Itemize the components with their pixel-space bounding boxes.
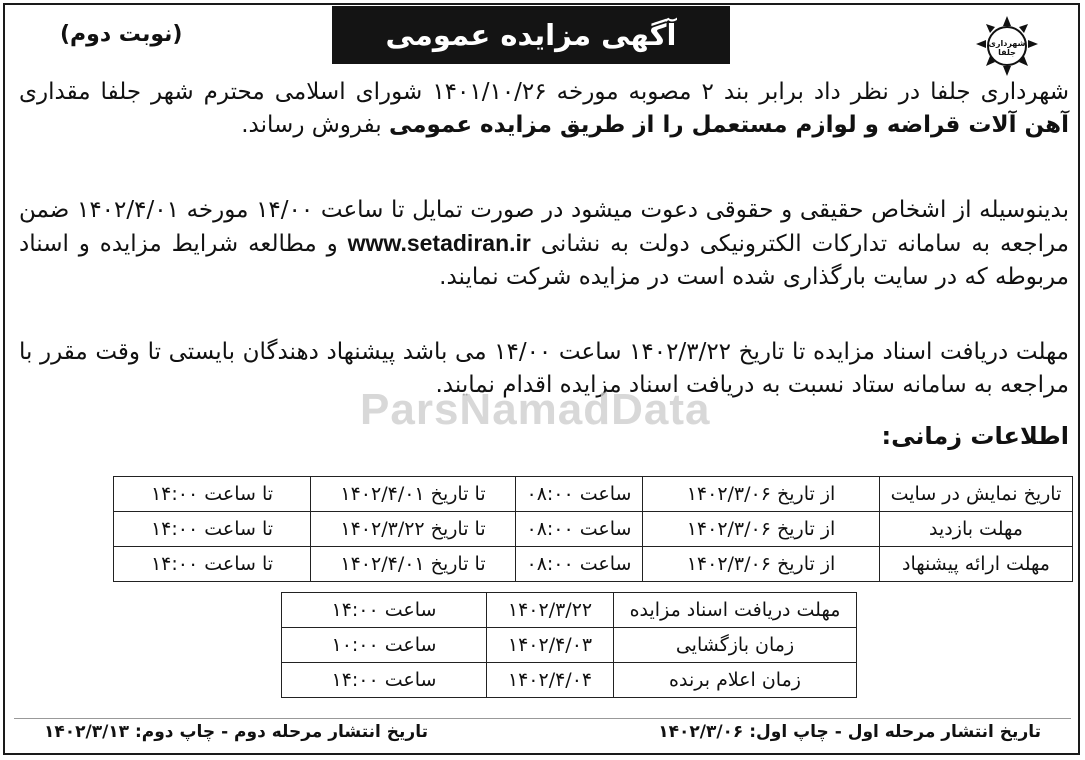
schedule-table — [113, 476, 1073, 582]
to-date: تا تاریخ ۱۴۰۲/۳/۲۲ — [311, 512, 516, 547]
row-label: تاریخ نمایش در سایت — [880, 477, 1073, 512]
deadline-table — [281, 592, 857, 698]
to-time: تا ساعت ۱۴:۰۰ — [114, 512, 311, 547]
to-date: تا تاریخ ۱۴۰۲/۴/۰۱ — [311, 547, 516, 582]
table-row — [114, 512, 1073, 547]
first-print-date: تاریخ انتشار مرحله اول - چاپ اول: ۱۴۰۲/۳/۰۶ — [658, 722, 1041, 742]
footer-divider — [14, 718, 1071, 719]
from-time: ساعت ۰۸:۰۰ — [516, 477, 643, 512]
row-label: مهلت ارائه پیشنهاد — [880, 547, 1073, 582]
from-date: از تاریخ ۱۴۰۲/۳/۰۶ — [643, 547, 880, 582]
deadline-text: مهلت دریافت اسناد مزایده تا تاریخ ۱۴۰۲/۳/۲۲ ساعت ۱۴/۰۰ می باشد پیشنهاد دهندگان بایستی تا وقت مقرر با مراجعه به سامانه ستاد نسبت به دریافت اسناد مزایده اقدام نمایند. — [19, 339, 1069, 398]
intro-text-a: شهرداری جلفا در نظر داد برابر بند ۲ مصوبه مورخه ۱۴۰۱/۱۰/۲۶ شورای اسلامی محترم شهر جلفا مقداری — [19, 79, 1069, 105]
date-cell: ۱۴۰۲/۴/۰۳ — [487, 628, 614, 663]
second-print-date: تاریخ انتشار مرحله دوم - چاپ دوم: ۱۴۰۲/۳/۱۳ — [44, 722, 428, 742]
schedule-title: اطلاعات زمانی: — [881, 422, 1069, 450]
paragraph-intro — [19, 76, 1069, 142]
table-row — [282, 593, 857, 628]
intro-text-bold: آهن آلات قراضه و لوازم مستعمل را از طریق مزایده عمومی — [388, 112, 1069, 138]
row-label: زمان اعلام برنده — [614, 663, 857, 698]
logo-text: شهرداری جلفا — [988, 39, 1026, 57]
setadiran-link[interactable]: www.setadiran.ir — [347, 230, 531, 256]
time-cell: ساعت ۱۴:۰۰ — [282, 663, 487, 698]
time-cell: ساعت ۱۴:۰۰ — [282, 593, 487, 628]
row-label: مهلت دریافت اسناد مزایده — [614, 593, 857, 628]
from-date: از تاریخ ۱۴۰۲/۳/۰۶ — [643, 477, 880, 512]
from-date: از تاریخ ۱۴۰۲/۳/۰۶ — [643, 512, 880, 547]
invitation-text-b: و مطالعه شرایط مزایده و اسناد مربوطه که در سایت بارگذاری شده است در مزایده شرکت نمایند. — [19, 231, 1069, 290]
table-row — [114, 547, 1073, 582]
round-label: (نوبت دوم) — [60, 22, 183, 47]
table-row — [114, 477, 1073, 512]
from-time: ساعت ۰۸:۰۰ — [516, 512, 643, 547]
table-row — [282, 628, 857, 663]
row-label: زمان بازگشایی — [614, 628, 857, 663]
date-cell: ۱۴۰۲/۳/۲۲ — [487, 593, 614, 628]
municipality-logo — [972, 14, 1042, 80]
table-row — [282, 663, 857, 698]
from-time: ساعت ۰۸:۰۰ — [516, 547, 643, 582]
time-cell: ساعت ۱۰:۰۰ — [282, 628, 487, 663]
date-cell: ۱۴۰۲/۴/۰۴ — [487, 663, 614, 698]
to-time: تا ساعت ۱۴:۰۰ — [114, 477, 311, 512]
row-label: مهلت بازدید — [880, 512, 1073, 547]
page-title: آگهی مزایده عمومی — [332, 6, 730, 64]
invitation-text-a: بدینوسیله از اشخاص حقیقی و حقوقی دعوت میشود در صورت تمایل تا ساعت ۱۴/۰۰ مورخه ۱۴۰۲/۴/۰۱ ضمن مراجعه به سامانه تدارکات الکترونیکی دولت به نشانی — [19, 197, 1070, 257]
watermark: ParsNamadData — [360, 385, 711, 434]
to-date: تا تاریخ ۱۴۰۲/۴/۰۱ — [311, 477, 516, 512]
paragraph-invitation — [19, 194, 1069, 294]
to-time: تا ساعت ۱۴:۰۰ — [114, 547, 311, 582]
intro-text-c: بفروش رساند. — [241, 112, 382, 138]
